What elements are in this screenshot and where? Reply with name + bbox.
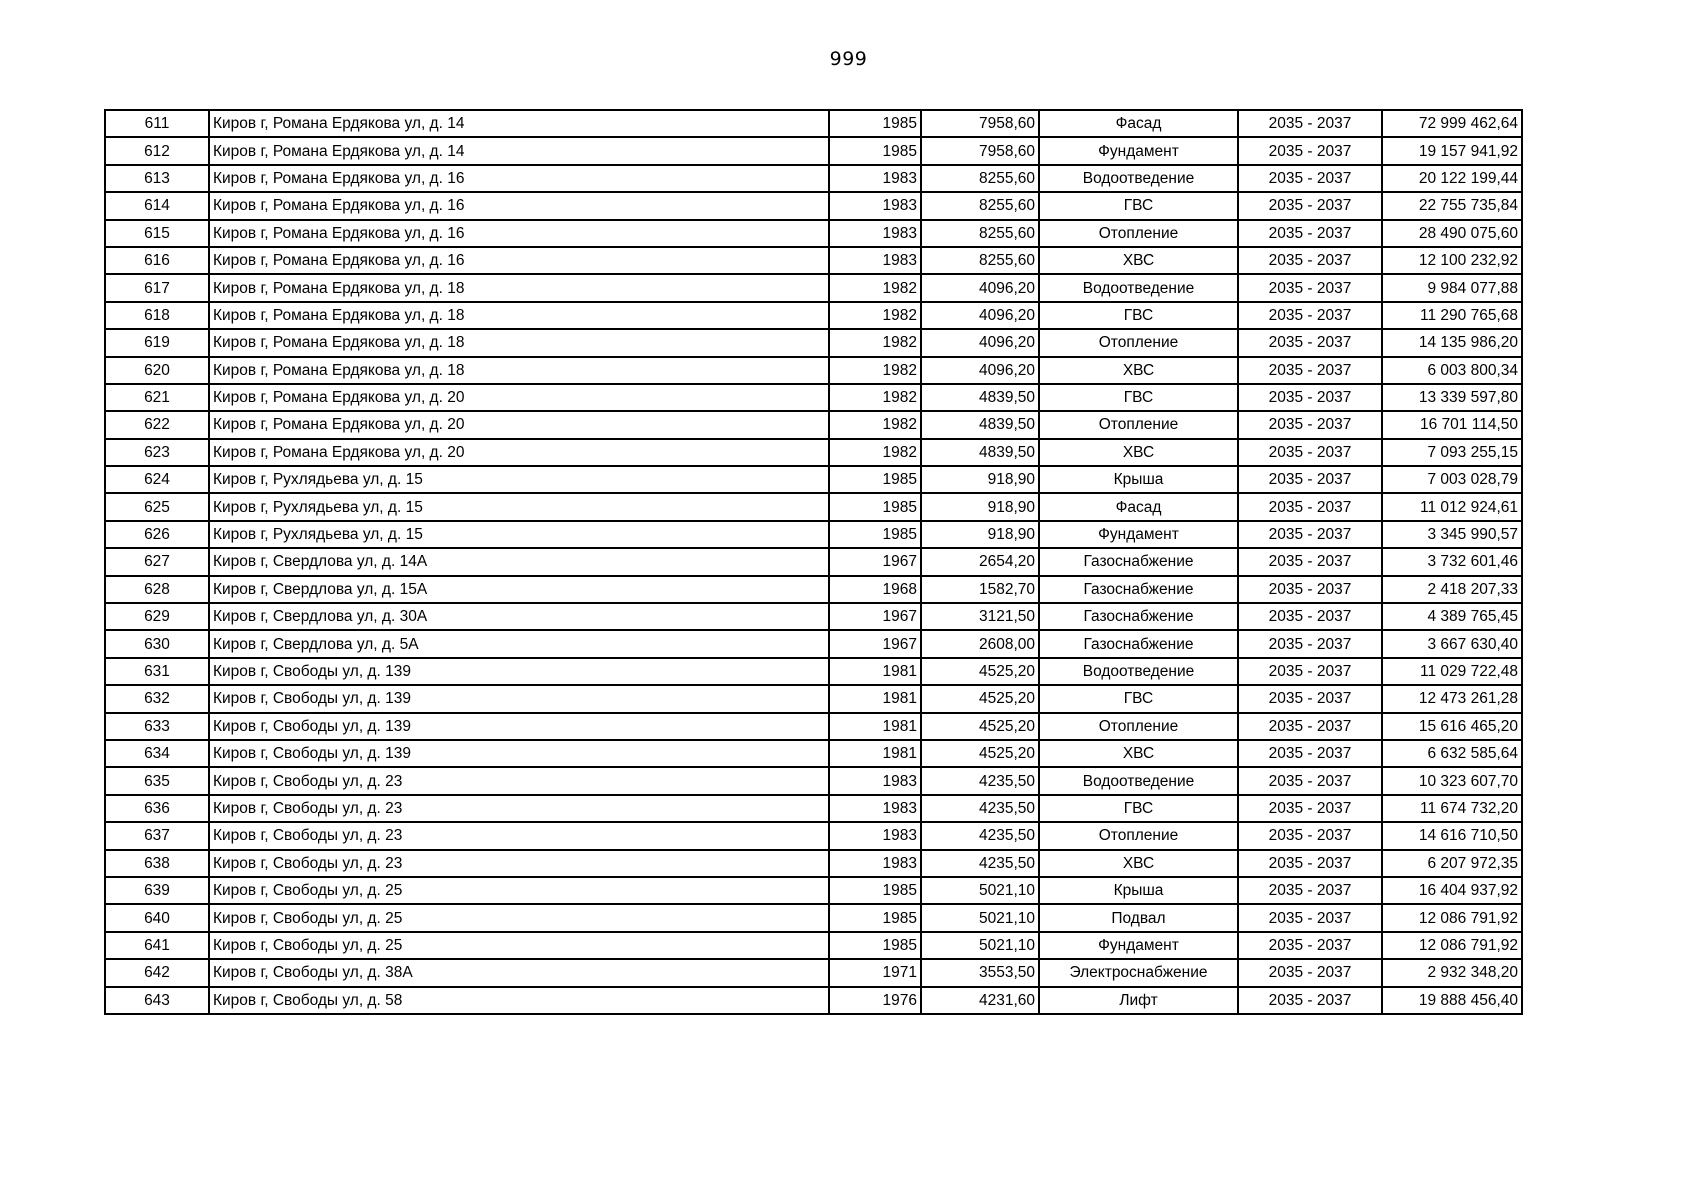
work-type-cell: Отопление (1039, 411, 1238, 438)
work-type-cell: Газоснабжение (1039, 603, 1238, 630)
table-row (105, 904, 1522, 931)
cost-cell: 12 086 791,92 (1382, 932, 1522, 959)
cost-cell: 19 157 941,92 (1382, 137, 1522, 164)
table-row (105, 740, 1522, 767)
area-cell: 4231,60 (921, 987, 1039, 1014)
cost-cell: 14 616 710,50 (1382, 822, 1522, 849)
address-cell: Киров г, Свободы ул, д. 23 (209, 850, 829, 877)
period-cell: 2035 - 2037 (1238, 192, 1382, 219)
build-year-cell: 1982 (829, 302, 921, 329)
table-row (105, 493, 1522, 520)
cost-cell: 10 323 607,70 (1382, 767, 1522, 794)
row-number-cell: 631 (105, 658, 209, 685)
address-cell: Киров г, Романа Ердякова ул, д. 18 (209, 357, 829, 384)
cost-cell: 11 674 732,20 (1382, 795, 1522, 822)
address-cell: Киров г, Свердлова ул, д. 14А (209, 548, 829, 575)
address-cell: Киров г, Свободы ул, д. 23 (209, 767, 829, 794)
period-cell: 2035 - 2037 (1238, 165, 1382, 192)
table-row (105, 850, 1522, 877)
work-type-cell: ГВС (1039, 302, 1238, 329)
row-number-cell: 615 (105, 220, 209, 247)
address-cell: Киров г, Романа Ердякова ул, д. 14 (209, 137, 829, 164)
table-row (105, 658, 1522, 685)
address-cell: Киров г, Рухлядьева ул, д. 15 (209, 521, 829, 548)
row-number-cell: 634 (105, 740, 209, 767)
row-number-cell: 639 (105, 877, 209, 904)
period-cell: 2035 - 2037 (1238, 685, 1382, 712)
area-cell: 4235,50 (921, 795, 1039, 822)
work-type-cell: Фундамент (1039, 932, 1238, 959)
period-cell: 2035 - 2037 (1238, 850, 1382, 877)
cost-cell: 6 632 585,64 (1382, 740, 1522, 767)
build-year-cell: 1983 (829, 165, 921, 192)
cost-cell: 14 135 986,20 (1382, 329, 1522, 356)
table-row (105, 384, 1522, 411)
address-cell: Киров г, Рухлядьева ул, д. 15 (209, 466, 829, 493)
cost-cell: 15 616 465,20 (1382, 713, 1522, 740)
table-row (105, 137, 1522, 164)
work-type-cell: ХВС (1039, 740, 1238, 767)
period-cell: 2035 - 2037 (1238, 137, 1382, 164)
cost-cell: 2 932 348,20 (1382, 959, 1522, 986)
work-type-cell: Водоотведение (1039, 658, 1238, 685)
work-type-cell: Фасад (1039, 493, 1238, 520)
address-cell: Киров г, Свободы ул, д. 23 (209, 822, 829, 849)
area-cell: 918,90 (921, 493, 1039, 520)
build-year-cell: 1983 (829, 767, 921, 794)
row-number-cell: 622 (105, 411, 209, 438)
table-row (105, 685, 1522, 712)
build-year-cell: 1967 (829, 548, 921, 575)
build-year-cell: 1976 (829, 987, 921, 1014)
address-cell: Киров г, Свободы ул, д. 139 (209, 658, 829, 685)
work-type-cell: Газоснабжение (1039, 548, 1238, 575)
period-cell: 2035 - 2037 (1238, 932, 1382, 959)
period-cell: 2035 - 2037 (1238, 576, 1382, 603)
table-row (105, 877, 1522, 904)
period-cell: 2035 - 2037 (1238, 493, 1382, 520)
area-cell: 4525,20 (921, 658, 1039, 685)
build-year-cell: 1981 (829, 658, 921, 685)
row-number-cell: 627 (105, 548, 209, 575)
build-year-cell: 1982 (829, 384, 921, 411)
table-row (105, 959, 1522, 986)
work-type-cell: Фундамент (1039, 137, 1238, 164)
work-type-cell: ГВС (1039, 795, 1238, 822)
table-row (105, 603, 1522, 630)
address-cell: Киров г, Романа Ердякова ул, д. 20 (209, 439, 829, 466)
cost-cell: 16 404 937,92 (1382, 877, 1522, 904)
build-year-cell: 1983 (829, 822, 921, 849)
area-cell: 8255,60 (921, 165, 1039, 192)
cost-cell: 6 207 972,35 (1382, 850, 1522, 877)
build-year-cell: 1982 (829, 274, 921, 301)
work-type-cell: ХВС (1039, 357, 1238, 384)
period-cell: 2035 - 2037 (1238, 904, 1382, 931)
period-cell: 2035 - 2037 (1238, 795, 1382, 822)
address-cell: Киров г, Романа Ердякова ул, д. 16 (209, 192, 829, 219)
cost-cell: 3 732 601,46 (1382, 548, 1522, 575)
area-cell: 4525,20 (921, 740, 1039, 767)
table-row (105, 466, 1522, 493)
table-row (105, 274, 1522, 301)
cost-cell: 4 389 765,45 (1382, 603, 1522, 630)
build-year-cell: 1985 (829, 466, 921, 493)
build-year-cell: 1967 (829, 630, 921, 657)
area-cell: 3553,50 (921, 959, 1039, 986)
row-number-cell: 614 (105, 192, 209, 219)
area-cell: 4096,20 (921, 329, 1039, 356)
build-year-cell: 1983 (829, 850, 921, 877)
cost-cell: 19 888 456,40 (1382, 987, 1522, 1014)
table-row (105, 932, 1522, 959)
build-year-cell: 1983 (829, 795, 921, 822)
area-cell: 7958,60 (921, 137, 1039, 164)
area-cell: 8255,60 (921, 192, 1039, 219)
area-cell: 5021,10 (921, 877, 1039, 904)
build-year-cell: 1985 (829, 137, 921, 164)
cost-cell: 12 100 232,92 (1382, 247, 1522, 274)
period-cell: 2035 - 2037 (1238, 767, 1382, 794)
address-cell: Киров г, Романа Ердякова ул, д. 16 (209, 165, 829, 192)
build-year-cell: 1981 (829, 713, 921, 740)
work-type-cell: ХВС (1039, 850, 1238, 877)
address-cell: Киров г, Свободы ул, д. 38А (209, 959, 829, 986)
work-type-cell: ХВС (1039, 247, 1238, 274)
period-cell: 2035 - 2037 (1238, 630, 1382, 657)
work-type-cell: Крыша (1039, 466, 1238, 493)
build-year-cell: 1985 (829, 904, 921, 931)
period-cell: 2035 - 2037 (1238, 959, 1382, 986)
address-cell: Киров г, Свердлова ул, д. 5А (209, 630, 829, 657)
build-year-cell: 1983 (829, 192, 921, 219)
address-cell: Киров г, Свободы ул, д. 25 (209, 932, 829, 959)
row-number-cell: 643 (105, 987, 209, 1014)
area-cell: 4096,20 (921, 274, 1039, 301)
row-number-cell: 633 (105, 713, 209, 740)
address-cell: Киров г, Свободы ул, д. 23 (209, 795, 829, 822)
area-cell: 4096,20 (921, 302, 1039, 329)
row-number-cell: 626 (105, 521, 209, 548)
table-row (105, 521, 1522, 548)
address-cell: Киров г, Романа Ердякова ул, д. 20 (209, 411, 829, 438)
address-cell: Киров г, Свободы ул, д. 139 (209, 685, 829, 712)
address-cell: Киров г, Свободы ул, д. 139 (209, 713, 829, 740)
address-cell: Киров г, Свободы ул, д. 139 (209, 740, 829, 767)
cost-cell: 16 701 114,50 (1382, 411, 1522, 438)
cost-cell: 12 473 261,28 (1382, 685, 1522, 712)
build-year-cell: 1982 (829, 439, 921, 466)
cost-cell: 11 012 924,61 (1382, 493, 1522, 520)
build-year-cell: 1985 (829, 877, 921, 904)
table-row (105, 247, 1522, 274)
period-cell: 2035 - 2037 (1238, 658, 1382, 685)
cost-cell: 2 418 207,33 (1382, 576, 1522, 603)
row-number-cell: 612 (105, 137, 209, 164)
cost-cell: 22 755 735,84 (1382, 192, 1522, 219)
period-cell: 2035 - 2037 (1238, 439, 1382, 466)
address-cell: Киров г, Свободы ул, д. 25 (209, 904, 829, 931)
build-year-cell: 1985 (829, 110, 921, 137)
area-cell: 4235,50 (921, 767, 1039, 794)
row-number-cell: 638 (105, 850, 209, 877)
area-cell: 5021,10 (921, 932, 1039, 959)
address-cell: Киров г, Свердлова ул, д. 15А (209, 576, 829, 603)
build-year-cell: 1985 (829, 932, 921, 959)
area-cell: 4839,50 (921, 439, 1039, 466)
period-cell: 2035 - 2037 (1238, 329, 1382, 356)
address-cell: Киров г, Свободы ул, д. 58 (209, 987, 829, 1014)
period-cell: 2035 - 2037 (1238, 466, 1382, 493)
build-year-cell: 1983 (829, 247, 921, 274)
cost-cell: 13 339 597,80 (1382, 384, 1522, 411)
address-cell: Киров г, Рухлядьева ул, д. 15 (209, 493, 829, 520)
row-number-cell: 616 (105, 247, 209, 274)
work-type-cell: ГВС (1039, 384, 1238, 411)
build-year-cell: 1982 (829, 357, 921, 384)
period-cell: 2035 - 2037 (1238, 220, 1382, 247)
table-row (105, 165, 1522, 192)
address-cell: Киров г, Свердлова ул, д. 30А (209, 603, 829, 630)
row-number-cell: 625 (105, 493, 209, 520)
period-cell: 2035 - 2037 (1238, 548, 1382, 575)
cost-cell: 7 003 028,79 (1382, 466, 1522, 493)
area-cell: 3121,50 (921, 603, 1039, 630)
cost-cell: 28 490 075,60 (1382, 220, 1522, 247)
period-cell: 2035 - 2037 (1238, 247, 1382, 274)
cost-cell: 11 029 722,48 (1382, 658, 1522, 685)
row-number-cell: 620 (105, 357, 209, 384)
work-type-cell: Фасад (1039, 110, 1238, 137)
row-number-cell: 613 (105, 165, 209, 192)
address-cell: Киров г, Романа Ердякова ул, д. 20 (209, 384, 829, 411)
period-cell: 2035 - 2037 (1238, 987, 1382, 1014)
table-row (105, 357, 1522, 384)
work-type-cell: Газоснабжение (1039, 576, 1238, 603)
area-cell: 918,90 (921, 466, 1039, 493)
area-cell: 7958,60 (921, 110, 1039, 137)
work-type-cell: Лифт (1039, 987, 1238, 1014)
period-cell: 2035 - 2037 (1238, 357, 1382, 384)
period-cell: 2035 - 2037 (1238, 822, 1382, 849)
work-type-cell: Фундамент (1039, 521, 1238, 548)
area-cell: 8255,60 (921, 247, 1039, 274)
period-cell: 2035 - 2037 (1238, 384, 1382, 411)
period-cell: 2035 - 2037 (1238, 877, 1382, 904)
build-year-cell: 1981 (829, 740, 921, 767)
area-cell: 4525,20 (921, 713, 1039, 740)
row-number-cell: 628 (105, 576, 209, 603)
row-number-cell: 621 (105, 384, 209, 411)
work-type-cell: ГВС (1039, 685, 1238, 712)
period-cell: 2035 - 2037 (1238, 603, 1382, 630)
address-cell: Киров г, Романа Ердякова ул, д. 16 (209, 220, 829, 247)
table-row (105, 439, 1522, 466)
row-number-cell: 630 (105, 630, 209, 657)
period-cell: 2035 - 2037 (1238, 411, 1382, 438)
work-type-cell: Крыша (1039, 877, 1238, 904)
work-type-cell: Водоотведение (1039, 165, 1238, 192)
period-cell: 2035 - 2037 (1238, 110, 1382, 137)
row-number-cell: 629 (105, 603, 209, 630)
period-cell: 2035 - 2037 (1238, 740, 1382, 767)
row-number-cell: 636 (105, 795, 209, 822)
work-type-cell: Отопление (1039, 822, 1238, 849)
area-cell: 4839,50 (921, 411, 1039, 438)
cost-cell: 9 984 077,88 (1382, 274, 1522, 301)
area-cell: 5021,10 (921, 904, 1039, 931)
area-cell: 8255,60 (921, 220, 1039, 247)
address-cell: Киров г, Романа Ердякова ул, д. 18 (209, 329, 829, 356)
build-year-cell: 1981 (829, 685, 921, 712)
table-row (105, 630, 1522, 657)
work-type-cell: Отопление (1039, 713, 1238, 740)
row-number-cell: 619 (105, 329, 209, 356)
table-row (105, 302, 1522, 329)
area-cell: 2608,00 (921, 630, 1039, 657)
table-row (105, 411, 1522, 438)
cost-cell: 72 999 462,64 (1382, 110, 1522, 137)
build-year-cell: 1985 (829, 493, 921, 520)
work-type-cell: ГВС (1039, 192, 1238, 219)
area-cell: 4235,50 (921, 822, 1039, 849)
row-number-cell: 617 (105, 274, 209, 301)
address-cell: Киров г, Романа Ердякова ул, д. 18 (209, 302, 829, 329)
repair-schedule-table (104, 109, 1523, 1015)
row-number-cell: 632 (105, 685, 209, 712)
area-cell: 4525,20 (921, 685, 1039, 712)
row-number-cell: 623 (105, 439, 209, 466)
work-type-cell: Подвал (1039, 904, 1238, 931)
area-cell: 918,90 (921, 521, 1039, 548)
period-cell: 2035 - 2037 (1238, 521, 1382, 548)
table-row (105, 987, 1522, 1014)
table-row (105, 713, 1522, 740)
build-year-cell: 1982 (829, 411, 921, 438)
work-type-cell: Водоотведение (1039, 274, 1238, 301)
table-body (105, 110, 1522, 1014)
row-number-cell: 624 (105, 466, 209, 493)
area-cell: 4839,50 (921, 384, 1039, 411)
table-row (105, 192, 1522, 219)
work-type-cell: Отопление (1039, 220, 1238, 247)
area-cell: 4235,50 (921, 850, 1039, 877)
cost-cell: 7 093 255,15 (1382, 439, 1522, 466)
cost-cell: 12 086 791,92 (1382, 904, 1522, 931)
build-year-cell: 1967 (829, 603, 921, 630)
area-cell: 4096,20 (921, 357, 1039, 384)
area-cell: 1582,70 (921, 576, 1039, 603)
table-row (105, 576, 1522, 603)
row-number-cell: 618 (105, 302, 209, 329)
table-row (105, 220, 1522, 247)
address-cell: Киров г, Романа Ердякова ул, д. 16 (209, 247, 829, 274)
work-type-cell: Отопление (1039, 329, 1238, 356)
table-row (105, 795, 1522, 822)
area-cell: 2654,20 (921, 548, 1039, 575)
cost-cell: 3 345 990,57 (1382, 521, 1522, 548)
work-type-cell: Газоснабжение (1039, 630, 1238, 657)
work-type-cell: Водоотведение (1039, 767, 1238, 794)
period-cell: 2035 - 2037 (1238, 302, 1382, 329)
row-number-cell: 642 (105, 959, 209, 986)
table-row (105, 548, 1522, 575)
table-row (105, 822, 1522, 849)
row-number-cell: 640 (105, 904, 209, 931)
table-row (105, 110, 1522, 137)
build-year-cell: 1985 (829, 521, 921, 548)
address-cell: Киров г, Романа Ердякова ул, д. 18 (209, 274, 829, 301)
row-number-cell: 611 (105, 110, 209, 137)
cost-cell: 20 122 199,44 (1382, 165, 1522, 192)
build-year-cell: 1982 (829, 329, 921, 356)
cost-cell: 11 290 765,68 (1382, 302, 1522, 329)
cost-cell: 3 667 630,40 (1382, 630, 1522, 657)
build-year-cell: 1983 (829, 220, 921, 247)
row-number-cell: 641 (105, 932, 209, 959)
address-cell: Киров г, Свободы ул, д. 25 (209, 877, 829, 904)
page-number: 999 (829, 48, 868, 70)
work-type-cell: ХВС (1039, 439, 1238, 466)
row-number-cell: 637 (105, 822, 209, 849)
address-cell: Киров г, Романа Ердякова ул, д. 14 (209, 110, 829, 137)
period-cell: 2035 - 2037 (1238, 713, 1382, 740)
row-number-cell: 635 (105, 767, 209, 794)
build-year-cell: 1968 (829, 576, 921, 603)
table-row (105, 767, 1522, 794)
build-year-cell: 1971 (829, 959, 921, 986)
period-cell: 2035 - 2037 (1238, 274, 1382, 301)
table-row (105, 329, 1522, 356)
cost-cell: 6 003 800,34 (1382, 357, 1522, 384)
work-type-cell: Электроснабжение (1039, 959, 1238, 986)
